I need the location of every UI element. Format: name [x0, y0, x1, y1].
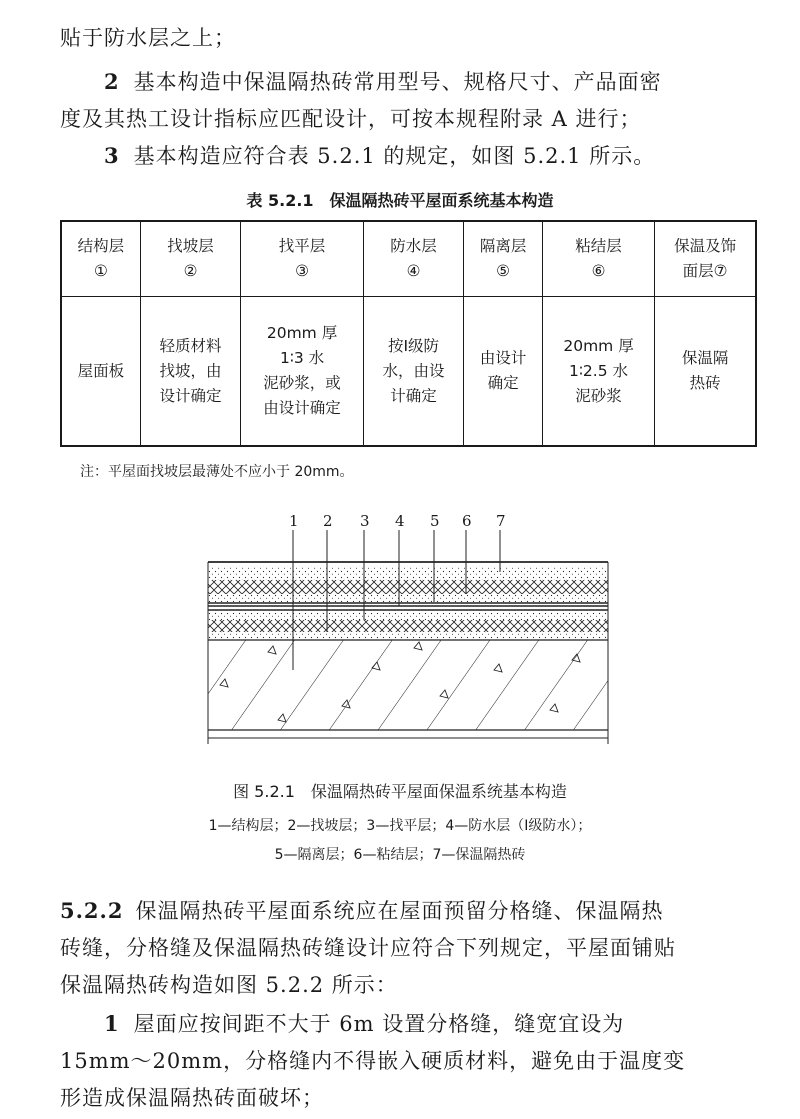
bonding-layer — [208, 594, 608, 602]
leveling-layer — [208, 612, 608, 620]
slope-fill-layer — [208, 632, 608, 640]
label-7: 7 — [496, 512, 506, 530]
table-cell: 按Ⅰ级防 水，由设 计确定 — [363, 297, 464, 447]
item-text: 基本构造应符合表 5.2.1 的规定，如图 5.2.1 所示。 — [133, 144, 656, 168]
item-number: 2 — [104, 69, 120, 94]
item-number: 1 — [104, 1011, 120, 1036]
figure-legend-line: 5—隔离层；6—粘结层；7—保温隔热砖 — [274, 847, 526, 863]
item-text: 基本构造中保温隔热砖常用型号、规格尺寸、产品面密 — [133, 70, 662, 94]
paragraph-line: 度及其热工设计指标应匹配设计，可按本规程附录 A 进行； — [60, 107, 642, 131]
layer-labels — [289, 512, 506, 530]
label-1: 1 — [289, 512, 299, 530]
table-cell: 由设计 确定 — [464, 297, 543, 447]
header-cell: 找坡层 ② — [140, 221, 241, 297]
item-text: 屋面应按间距不大于 6m 设置分格缝，缝宽宜设为 — [133, 1012, 625, 1036]
figure-caption: 图 5.2.1 保温隔热砖平屋面保温系统基本构造 — [233, 782, 567, 801]
table-note: 注：平屋面找坡层最薄处不应小于 20mm。 — [80, 464, 354, 480]
paragraph-line: 贴于防水层之上； — [60, 26, 236, 50]
figure-legend-line: 1—结构层；2—找坡层；3—找平层；4—防水层（Ⅰ级防水）； — [208, 818, 592, 834]
section-text: 保温隔热砖平屋面系统应在屋面预留分格缝、保温隔热 — [135, 899, 664, 923]
structural-slab — [208, 640, 608, 730]
construction-table — [60, 220, 757, 447]
paragraph-line — [104, 140, 760, 170]
section-line: 15mm～20mm，分格缝内不得嵌入硬质材料，避免由于温度变 — [60, 1049, 686, 1073]
label-2: 2 — [323, 512, 333, 530]
label-4: 4 — [395, 512, 405, 530]
header-cell: 找平层 ③ — [241, 221, 363, 297]
section-line: 形造成保温隔热砖面破坏； — [60, 1086, 324, 1110]
table-cell: 屋面板 — [61, 297, 140, 447]
header-cell: 防水层 ④ — [363, 221, 464, 297]
roof-construction-diagram — [190, 510, 620, 760]
section-line: 砖缝，分格缝及保温隔热砖缝设计应符合下列规定，平屋面铺贴 — [60, 936, 676, 960]
item-number: 3 — [104, 143, 120, 168]
label-3: 3 — [360, 512, 370, 530]
section-line — [60, 895, 760, 925]
section-line: 保温隔热砖构造如图 5.2.2 所示： — [60, 973, 398, 997]
header-cell: 隔离层 ⑤ — [464, 221, 543, 297]
paragraph-line — [104, 66, 760, 96]
table-cell: 20mm 厚 1∶2.5 水 泥砂浆 — [542, 297, 654, 447]
section-line — [104, 1008, 760, 1038]
table-row — [61, 297, 756, 447]
table-cell: 轻质材料 找坡，由 设计确定 — [140, 297, 241, 447]
tile-top-layer — [208, 566, 608, 580]
table-caption: 表 5.2.1 保温隔热砖平屋面系统基本构造 — [246, 191, 554, 210]
insulation-tile-layer — [208, 580, 608, 594]
label-5: 5 — [430, 512, 440, 530]
table-cell: 保温隔 热砖 — [655, 297, 756, 447]
header-cell: 保温及饰 面层⑦ — [655, 221, 756, 297]
slope-layer — [208, 620, 608, 632]
table-cell: 20mm 厚 1∶3 水 泥砂浆，或 由设计确定 — [241, 297, 363, 447]
header-cell: 粘结层 ⑥ — [542, 221, 654, 297]
section-number: 5.2.2 — [60, 898, 124, 923]
label-6: 6 — [462, 512, 472, 530]
header-cell: 结构层 ① — [61, 221, 140, 297]
table-header-row — [61, 221, 756, 297]
